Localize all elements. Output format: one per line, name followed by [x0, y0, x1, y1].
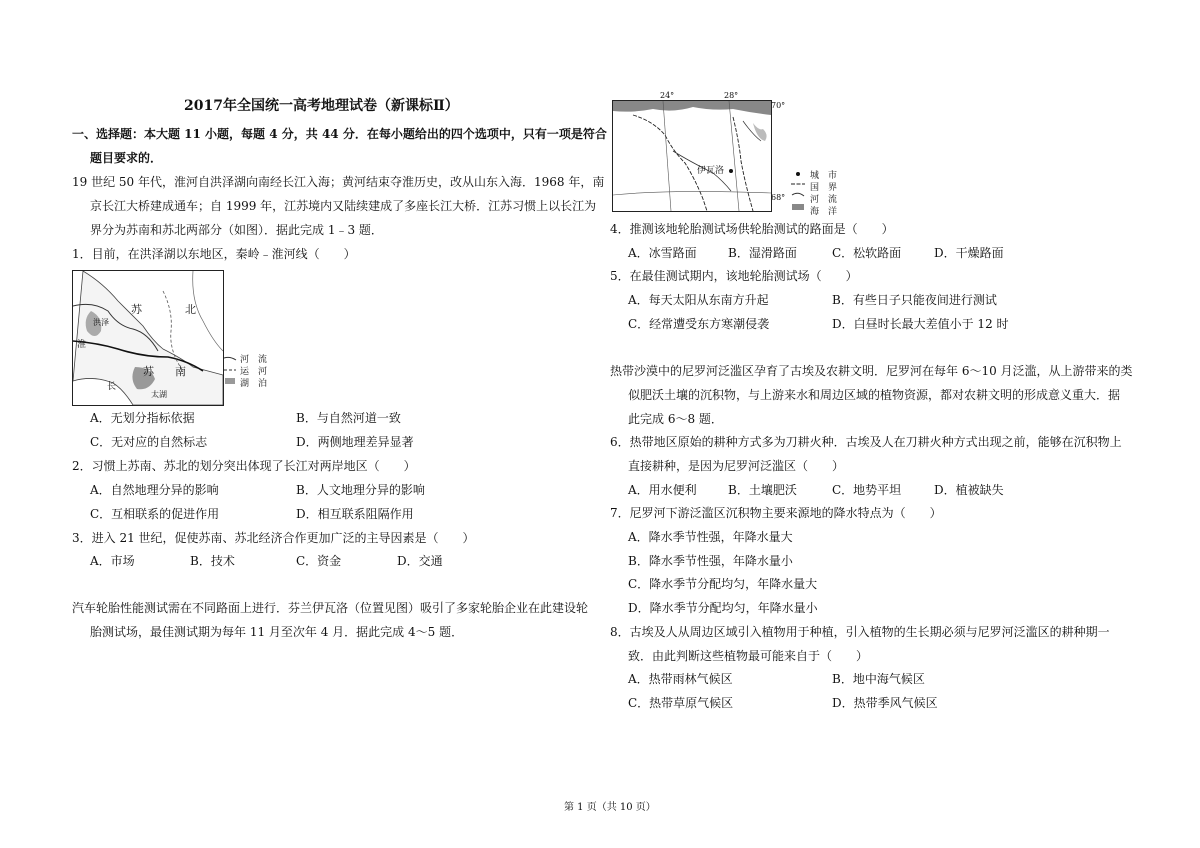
map1-label-su: 苏 — [131, 303, 142, 316]
q7-option-a: A．降水季节性强，年降水量大 — [628, 530, 793, 544]
q1-option-a: A．无划分指标依据 — [90, 411, 195, 425]
section-heading-cont: 题目要求的． — [90, 151, 163, 165]
q2-option-d: D．相互联系阻隔作用 — [296, 507, 414, 521]
q6-stem-line1: 6．热带地区原始的耕种方式多为刀耕火种．古埃及人在刀耕火种方式出现之前，能够在沉积物上 — [610, 435, 1122, 449]
q7-stem: 7．尼罗河下游泛滥区沉积物主要来源地的降水特点为（ ） — [610, 506, 942, 520]
passage3-line3: 此完成 6～8 题． — [628, 412, 723, 426]
map1-label-huai: 淮 — [77, 340, 87, 350]
q5-option-a: A．每天太阳从东南方升起 — [628, 293, 769, 307]
map2-lon2: 28° — [724, 91, 739, 100]
passage1-line1: 19 世纪 50 年代，淮河自洪泽湖向南经长江入海；黄河结束夺淮历史，改从山东入海．1968 年，南 — [72, 175, 605, 189]
passage1-line2: 京长江大桥建成通车；自 1999 年，江苏境内又陆续建成了多座长江大桥．江苏习惯上以长江为 — [90, 199, 597, 213]
q4-option-a: A．冰雪路面 — [628, 246, 697, 260]
q8-option-d: D．热带季风气候区 — [832, 696, 938, 710]
map1-label-bei: 北 — [185, 303, 196, 316]
q8-stem-line2: 致．由此判断这些植物最可能来自于（ ） — [628, 649, 869, 663]
map2-lon1: 24° — [660, 91, 675, 100]
jiangsu-map-svg — [73, 271, 223, 405]
map1-label-hongze: 洪泽 — [93, 318, 109, 327]
map2-lat1: 70° — [771, 101, 786, 110]
passage3-line2: 似肥沃土壤的沉积物，与上游来水和周边区域的植物资源，都对农耕文明的形成意义重大．据 — [628, 388, 1121, 402]
map2-legend-river: 河 流 — [810, 195, 838, 205]
page-footer: 第 1 页（共 10 页） — [564, 802, 656, 813]
map1-label-taihu: 太湖 — [151, 390, 167, 399]
map1-label-su2: 苏 — [143, 365, 154, 378]
map2-lat2: 68° — [771, 193, 786, 202]
q4-option-b: B．湿滑路面 — [728, 246, 797, 260]
q1-option-c: C．无对应的自然标志 — [90, 435, 208, 449]
q6-stem-line2: 直接耕种，是因为尼罗河泛滥区（ ） — [628, 459, 845, 473]
map1-legend-river: 河 流 — [240, 355, 268, 365]
map2-legend-border: 国 界 — [810, 183, 838, 193]
section-heading: 一、选择题：本大题 11 小题，每题 4 分，共 44 分．在每小题给出的四个选项中，只有一项是符合 — [72, 127, 607, 141]
q8-stem-line1: 8．古埃及人从周边区域引入植物用于种植，引入植物的生长期必须与尼罗河泛滥区的耕种期一 — [610, 625, 1110, 639]
q4-option-d: D．干燥路面 — [934, 246, 1004, 260]
q3-option-c: C．资金 — [296, 554, 342, 568]
q5-stem: 5．在最佳测试期内，该地轮胎测试场（ ） — [610, 269, 858, 283]
q8-option-b: B．地中海气候区 — [832, 672, 925, 686]
q1-option-b: B．与自然河道一致 — [296, 411, 401, 425]
ivalo-map-svg — [613, 101, 771, 211]
q6-option-d: D．植被缺失 — [934, 483, 1004, 497]
q6-option-c: C．地势平坦 — [832, 483, 902, 497]
q5-option-d: D．白昼时长最大差值小于 12 时 — [832, 317, 1009, 331]
q1-stem: 1．目前，在洪泽湖以东地区，秦岭﹣淮河线（ ） — [72, 247, 356, 261]
q4-stem: 4．推测该地轮胎测试场供轮胎测试的路面是（ ） — [610, 222, 894, 236]
q3-option-a: A．市场 — [90, 554, 135, 568]
map2-label-city: 伊瓦洛 — [697, 166, 725, 176]
q3-option-d: D．交通 — [397, 554, 443, 568]
map1-legend-canal: 运 河 — [240, 367, 268, 377]
q3-stem: 3．进入 21 世纪，促使苏南、苏北经济合作更加广泛的主导因素是（ ） — [72, 531, 475, 545]
q5-option-c: C．经常遭受东方寒潮侵袭 — [628, 317, 770, 331]
q7-option-c: C．降水季节分配均匀，年降水量大 — [628, 577, 818, 591]
q2-option-a: A．自然地理分异的影响 — [90, 483, 219, 497]
q6-option-b: B．土壤肥沃 — [728, 483, 797, 497]
passage3-line1: 热带沙漠中的尼罗河泛滥区孕育了古埃及农耕文明．尼罗河在每年 6～10 月泛滥，从上游带来的类 — [610, 364, 1133, 378]
map1-label-chang: 长 — [107, 382, 117, 392]
map2-legend-ocean: 海 洋 — [810, 207, 838, 217]
q7-option-b: B．降水季节性强，年降水量小 — [628, 554, 793, 568]
map1-legend-lake: 湖 泊 — [240, 379, 268, 389]
passage2-line2: 胎测试场，最佳测试期为每年 11 月至次年 4 月．据此完成 4～5 题． — [90, 625, 464, 639]
map1-label-nan: 南 — [175, 365, 186, 378]
map1-legend-symbols — [222, 354, 242, 394]
ivalo-map — [612, 100, 772, 212]
q2-option-c: C．互相联系的促进作用 — [90, 507, 220, 521]
passage1-line3: 界分为苏南和苏北两部分（如图）．据此完成 1﹣3 题． — [90, 223, 383, 237]
jiangsu-map — [72, 270, 224, 406]
q2-option-b: B．人文地理分异的影响 — [296, 483, 425, 497]
q4-option-c: C．松软路面 — [832, 246, 902, 260]
q6-option-a: A．用水便利 — [628, 483, 697, 497]
q7-option-d: D．降水季节分配均匀，年降水量小 — [628, 601, 818, 615]
q8-option-a: A．热带雨林气候区 — [628, 672, 733, 686]
page-title: 2017年全国统一高考地理试卷（新课标Ⅱ） — [184, 98, 459, 114]
map2-legend-city: 城 市 — [810, 171, 838, 181]
q2-stem: 2．习惯上苏南、苏北的划分突出体现了长江对两岸地区（ ） — [72, 459, 416, 473]
q1-option-d: D．两侧地理差异显著 — [296, 435, 414, 449]
q5-option-b: B．有些日子只能夜间进行测试 — [832, 293, 997, 307]
q8-option-c: C．热带草原气候区 — [628, 696, 734, 710]
passage2-line1: 汽车轮胎性能测试需在不同路面上进行．芬兰伊瓦洛（位置见图）吸引了多家轮胎企业在此建设轮 — [72, 601, 589, 615]
q3-option-b: B．技术 — [190, 554, 235, 568]
map2-legend-symbols — [790, 170, 808, 218]
